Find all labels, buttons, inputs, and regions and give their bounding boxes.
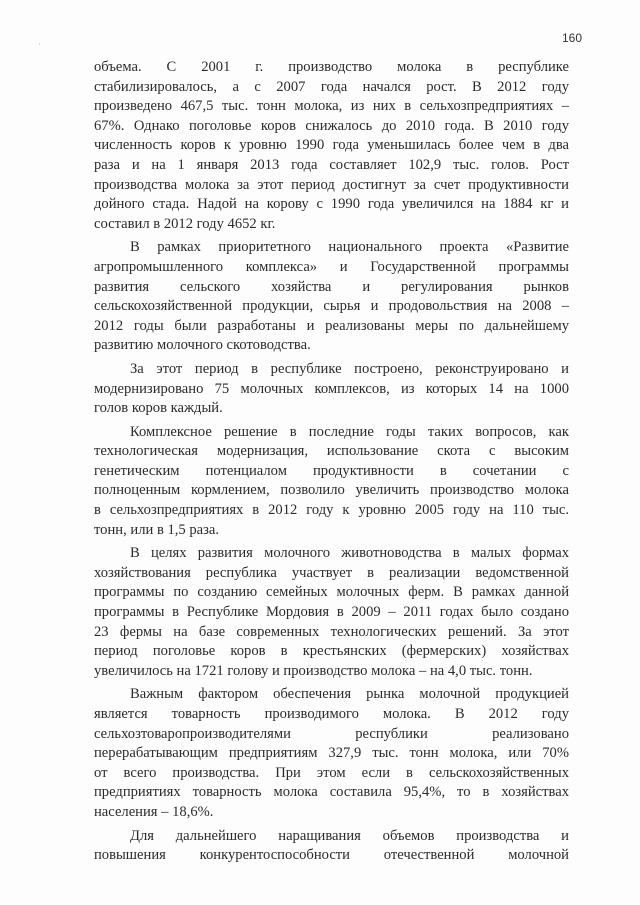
text-line: повышения конкурентоспособности отечественной молочной (94, 847, 569, 864)
paragraph (94, 685, 569, 822)
text-line: период поголовье коров в крестьянских (фермерских) хозяйствах (94, 643, 569, 660)
text-line: составил в 2012 году 4652 кг. (94, 215, 276, 232)
page-number: 160 (561, 31, 582, 45)
text-line: производства молока за этот период достигнут за счет продуктивности (94, 176, 569, 193)
text-line: программы в Республике Мордовия в 2009 – 2011 годах было создано (94, 604, 569, 621)
text-line: 67%. Однако поголовье коров снижалось до 2010 года. В 2010 году (94, 117, 569, 134)
text-line: в сельхозпредприятиях в 2012 году к уровню 2005 году на 110 тыс. (94, 502, 569, 519)
text-line: Важным фактором обеспечения рынка молочной продукцией (130, 686, 569, 703)
text-line: Для дальнейшего наращивания объемов производства и (130, 827, 569, 844)
text-line: хозяйствования республика участвует в реализации ведомственной (94, 564, 569, 581)
text-line: сельхозтоваропроизводителями республики реализовано (94, 725, 569, 742)
paragraph (94, 360, 569, 419)
text-line: стабилизировалось, а с 2007 года начался рост. В 2012 году (94, 78, 569, 95)
text-line: сельскохозяйственной продукции, сырья и продовольствия на 2008 – (94, 298, 569, 315)
text-line: полноценным кормлением, позволило увеличить производство молока (94, 482, 569, 499)
text-line: перерабатывающим предприятиям 327,9 тыс. тонн молока, или 70% (94, 745, 569, 762)
text-line: агропромышленного комплекса» и Государственной программы (94, 258, 569, 275)
text-line: Комплексное решение в последние годы таких вопросов, как (130, 423, 569, 440)
text-line: населения – 18,6%. (94, 803, 214, 820)
text-line: В целях развития молочного животноводства в малых формах (130, 545, 569, 562)
body-text (94, 58, 569, 866)
text-line: объема. С 2001 г. производство молока в республике (94, 59, 569, 75)
text-line: 23 фермы на базе современных технологических решений. За этот (94, 623, 569, 640)
text-line: технологическая модернизация, использование скота с высоким (94, 443, 569, 460)
text-line: развития сельского хозяйства и регулирования рынков (94, 278, 569, 295)
text-line: модернизировано 75 молочных комплексов, из которых 14 на 1000 (94, 380, 569, 397)
text-line: увеличилось на 1721 голову и производство молока – на 4,0 тыс. тонн. (94, 662, 533, 679)
paragraph (94, 58, 569, 234)
text-line: программы по созданию семейных молочных ферм. В рамках данной (94, 584, 569, 601)
text-line: раза и на 1 января 2013 года составляет 102,9 тыс. голов. Рост (94, 156, 569, 173)
paragraph (94, 238, 569, 356)
text-line: является товарность производимого молока. В 2012 году (94, 706, 569, 722)
text-line: численность коров к уровню 1990 года уменьшилась более чем в два (94, 137, 569, 154)
text-line: 2012 годы были разработаны и реализованы меры по дальнейшему (94, 317, 569, 334)
paragraph (94, 544, 569, 681)
text-line: дойного стада. Надой на корову с 1990 года увеличился на 1884 кг и (94, 196, 569, 213)
paragraph (94, 827, 569, 866)
text-line: от всего производства. При этом если в сельскохозяйственных (94, 764, 569, 781)
text-line: произведено 467,5 тыс. тонн молока, из них в сельхозпредприятиях – (94, 98, 569, 115)
text-line: За этот период в республике построено, реконструировано и (130, 360, 569, 377)
text-line: генетическим потенциалом продуктивности в сочетании с (94, 462, 569, 479)
text-line: тонн, или в 1,5 раза. (94, 521, 220, 538)
margin-mark: · (38, 40, 41, 49)
text-line: предприятиях товарность молока составила 95,4%, то в хозяйствах (94, 784, 569, 801)
text-line: развитию молочного скотоводства. (94, 337, 311, 354)
text-line: голов коров каждый. (94, 400, 223, 417)
text-line: В рамках приоритетного национального проекта «Развитие (130, 239, 569, 256)
paragraph (94, 423, 569, 541)
